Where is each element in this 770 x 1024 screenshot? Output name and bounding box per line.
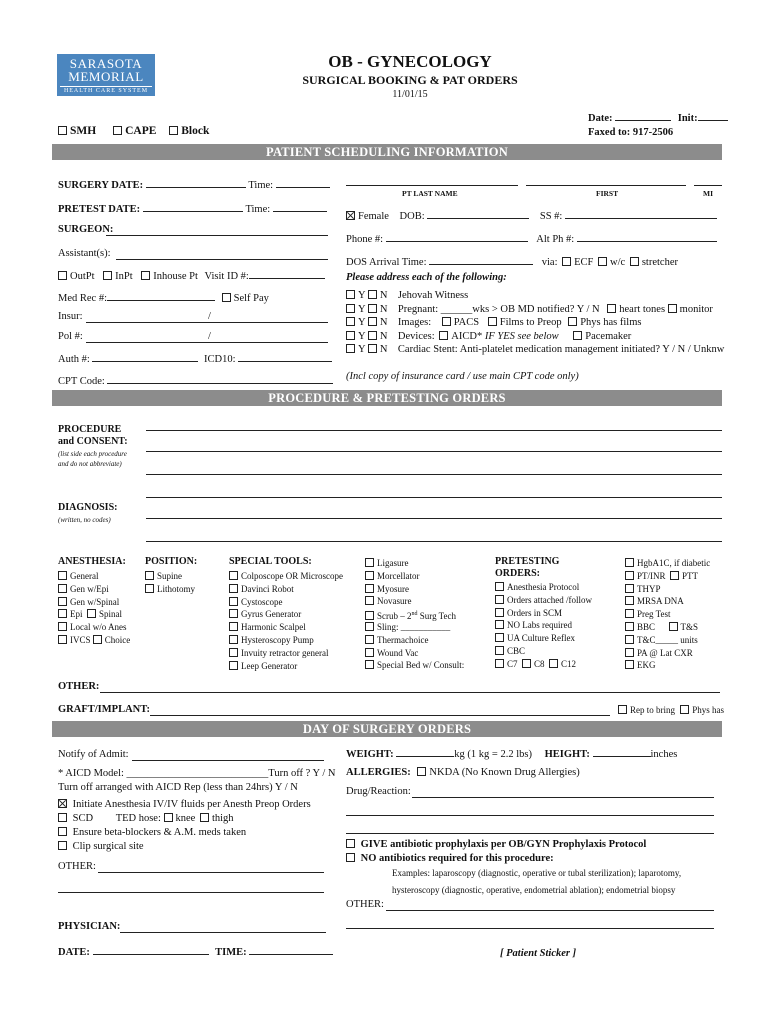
- drug-reaction-label: Drug/Reaction:: [346, 786, 411, 797]
- rep-to-bring-checkbox[interactable]: [618, 705, 627, 714]
- c8-checkbox[interactable]: [522, 659, 531, 668]
- dos-other-label: OTHER:: [58, 861, 96, 872]
- medrec-row: Med Rec #: Self Pay: [58, 290, 269, 304]
- no-labs-checkbox[interactable]: [495, 620, 504, 629]
- c12-checkbox[interactable]: [549, 659, 558, 668]
- procedure-line-4[interactable]: [146, 497, 722, 498]
- block-checkbox[interactable]: [169, 126, 178, 135]
- insur-field[interactable]: [86, 322, 328, 323]
- procedure-line-2[interactable]: [146, 451, 722, 452]
- female-dob-ss-row: Female DOB: SS #:: [346, 208, 717, 222]
- knee-checkbox[interactable]: [164, 813, 173, 822]
- cpt-row: CPT Code:: [58, 373, 333, 387]
- morcellator-checkbox[interactable]: [365, 571, 374, 580]
- films-checkbox[interactable]: [488, 317, 497, 326]
- insurance-note: (Incl copy of insurance card / use main CPT code only): [346, 371, 579, 382]
- graft-label: GRAFT/IMPLANT:: [58, 704, 150, 715]
- colposcope-checkbox[interactable]: [229, 571, 238, 580]
- assistants-label: Assistant(s):: [58, 248, 111, 259]
- selfpay-checkbox[interactable]: [222, 293, 231, 302]
- gen-spinal-checkbox[interactable]: [58, 597, 67, 606]
- position-list: Supine Lithotomy: [145, 570, 195, 596]
- phys-has-checkbox[interactable]: [680, 705, 689, 714]
- dos-checklist: Initiate Anesthesia IV/IV fluids per Anesth Preop Orders SCD TED hose: knee thigh Ensure beta-blockers & A.M. meds taken Clip surgical site: [58, 798, 311, 854]
- dos-other-field-2[interactable]: [58, 892, 324, 893]
- patient-scheduling-header: PATIENT SCHEDULING INFORMATION: [52, 144, 722, 160]
- abx-other-field-2[interactable]: [346, 928, 714, 929]
- pa-lat-checkbox[interactable]: [625, 648, 634, 657]
- pregnant-n-checkbox[interactable]: [368, 304, 377, 313]
- other-field[interactable]: [100, 692, 720, 693]
- heart-tones-checkbox[interactable]: [607, 304, 616, 313]
- jehovah-n-checkbox[interactable]: [368, 290, 377, 299]
- epi-checkbox[interactable]: [58, 609, 67, 618]
- abx-other-field[interactable]: [386, 910, 714, 911]
- ss-field[interactable]: [565, 208, 717, 219]
- harmonic-checkbox[interactable]: [229, 622, 238, 631]
- preg-test-checkbox[interactable]: [625, 609, 634, 618]
- pacs-checkbox[interactable]: [442, 317, 451, 326]
- procedure-note: (list side each procedure and do not abbreviate): [58, 450, 127, 468]
- anesthesia-list: General Gen w/Epi Gen w/Spinal Epi Spinal Local w/o Anes IVCS Choice: [58, 570, 130, 647]
- no-abx-row: NO antibiotics required for this procedure:: [346, 853, 554, 864]
- special-tools-list: Colposcope OR Microscope Davinci Robot Cystoscope Gyrus Generator Harmonic Scalpel Hysteroscopy Pump Invuity retractor general Leep Generator: [229, 570, 343, 672]
- ua-culture-checkbox[interactable]: [495, 633, 504, 642]
- myosure-checkbox[interactable]: [365, 584, 374, 593]
- hgba1c-checkbox[interactable]: [625, 558, 634, 567]
- thyp-checkbox[interactable]: [625, 584, 634, 593]
- notify-field[interactable]: [132, 760, 324, 761]
- procedure-line-3[interactable]: [146, 474, 722, 475]
- cardiac-y-checkbox[interactable]: [346, 344, 355, 353]
- ligasure-checkbox[interactable]: [365, 558, 374, 567]
- position-header: POSITION:: [145, 556, 198, 567]
- give-abx-row: GIVE antibiotic prophylaxis per OB/GYN Prophylaxis Protocol: [346, 839, 646, 850]
- date-init-row: Date: Init:: [588, 110, 728, 124]
- give-abx-checkbox[interactable]: [346, 839, 355, 848]
- visit-id-field[interactable]: [249, 268, 325, 279]
- bbc-checkbox[interactable]: [625, 622, 634, 631]
- turn-off-row: Turn off arranged with AICD Rep (less than 24hrs) Y / N: [58, 782, 298, 793]
- wc-checkbox[interactable]: [598, 257, 607, 266]
- orders-scm-checkbox[interactable]: [495, 608, 504, 617]
- scrub-checkbox[interactable]: [365, 611, 374, 620]
- auth-field[interactable]: [92, 351, 198, 362]
- cystoscope-checkbox[interactable]: [229, 597, 238, 606]
- form-title: OB - GYNECOLOGY: [328, 52, 492, 71]
- pt-inr-checkbox[interactable]: [625, 571, 634, 580]
- dos-arrival-field[interactable]: [429, 254, 533, 265]
- first-name-label: FIRST: [596, 189, 619, 198]
- sling-checkbox[interactable]: [365, 622, 374, 631]
- cape-checkbox[interactable]: [113, 126, 122, 135]
- devices-y-checkbox[interactable]: [346, 331, 355, 340]
- special-tools-header: SPECIAL TOOLS:: [229, 556, 312, 567]
- jehovah-y-checkbox[interactable]: [346, 290, 355, 299]
- diagnosis-line-1[interactable]: [146, 518, 722, 519]
- anesthesia-protocol-checkbox[interactable]: [495, 582, 504, 591]
- weight-height-row: WEIGHT: kg (1 kg = 2.2 lbs) HEIGHT: inches: [346, 746, 677, 760]
- pretest-time-field[interactable]: [273, 201, 327, 212]
- graft-options: Rep to bring Phys has: [618, 705, 724, 715]
- signature-time-field[interactable]: [249, 944, 333, 955]
- drug-reaction-field-3[interactable]: [346, 833, 714, 834]
- signature-date-row: DATE: TIME:: [58, 944, 333, 958]
- davinci-checkbox[interactable]: [229, 584, 238, 593]
- form-revision-date: 11/01/15: [392, 89, 428, 100]
- drug-reaction-field-2[interactable]: [346, 815, 714, 816]
- scd-checkbox[interactable]: [58, 813, 67, 822]
- physician-label: PHYSICIAN:: [58, 921, 121, 932]
- cardiac-n-checkbox[interactable]: [368, 344, 377, 353]
- ecf-checkbox[interactable]: [562, 257, 571, 266]
- tc-checkbox[interactable]: [625, 635, 634, 644]
- drug-reaction-field[interactable]: [412, 797, 714, 798]
- medrec-field[interactable]: [107, 290, 215, 301]
- supine-checkbox[interactable]: [145, 571, 154, 580]
- c7-checkbox[interactable]: [495, 659, 504, 668]
- pol-label: Pol #:: [58, 331, 83, 342]
- dos-arrival-row: DOS Arrival Time: via: ECF w/c stretcher: [346, 254, 678, 268]
- notify-label: Notify of Admit:: [58, 749, 129, 760]
- smh-checkbox[interactable]: [58, 126, 67, 135]
- procedure-pretesting-header: PROCEDURE & PRETESTING ORDERS: [52, 390, 722, 406]
- aicd-checkbox[interactable]: [439, 331, 448, 340]
- gen-epi-checkbox[interactable]: [58, 584, 67, 593]
- dob-field[interactable]: [427, 208, 529, 219]
- spinal-checkbox[interactable]: [87, 609, 96, 618]
- graft-field[interactable]: [150, 715, 610, 716]
- labs-list: HgbA1C, if diabetic PT/INR PTT THYP MRSA DNA Preg Test BBC T&S T&C_____ units PA @ Lat CXR EKG: [625, 557, 710, 672]
- cbc-checkbox[interactable]: [495, 646, 504, 655]
- aicd-model-row: * AICD Model: ___________________________Turn off ? Y / N: [58, 768, 336, 779]
- mrsa-checkbox[interactable]: [625, 596, 634, 605]
- ivcs-checkbox[interactable]: [58, 635, 67, 644]
- weight-field[interactable]: [396, 746, 454, 757]
- dos-other-field[interactable]: [98, 872, 324, 873]
- signature-date-field[interactable]: [93, 944, 209, 955]
- diagnosis-line-2[interactable]: [146, 541, 722, 542]
- pol-field[interactable]: [86, 342, 328, 343]
- anesthesia-header: ANESTHESIA:: [58, 556, 126, 567]
- devices-n-checkbox[interactable]: [368, 331, 377, 340]
- cpt-field[interactable]: [107, 373, 333, 384]
- examples-line-1: Examples: laparoscopy (diagnostic, operative or tubal sterilization); laparotomy,: [392, 868, 682, 878]
- ts-checkbox[interactable]: [669, 622, 678, 631]
- alt-phone-field[interactable]: [577, 231, 717, 242]
- pt-last-name-label: PT LAST NAME: [402, 189, 458, 198]
- initiate-iv-checkbox[interactable]: [58, 799, 67, 808]
- special-tools-list-2: Ligasure Morcellator Myosure Novasure Scrub – 2nd Surg Tech Sling: ___________ Thermachoice Wound Vac Special Bed w/ Consult:: [365, 557, 464, 672]
- surgery-date-field[interactable]: [146, 177, 246, 188]
- leep-checkbox[interactable]: [229, 661, 238, 670]
- phone-row: Phone #: Alt Ph #:: [346, 231, 717, 245]
- pretesting-list: Anesthesia Protocol Orders attached /follow Orders in SCM NO Labs required UA Culture Reflex CBC C7 C8 C12: [495, 581, 592, 671]
- clip-site-checkbox[interactable]: [58, 841, 67, 850]
- invuity-checkbox[interactable]: [229, 648, 238, 657]
- patient-type-row: OutPt InPt Inhouse Pt Visit ID #:: [58, 268, 325, 282]
- surgery-time-field[interactable]: [276, 177, 330, 188]
- stretcher-checkbox[interactable]: [630, 257, 639, 266]
- surgeon-field[interactable]: [106, 235, 328, 236]
- patient-sticker-label: [ Patient Sticker ]: [500, 948, 577, 959]
- novasure-checkbox[interactable]: [365, 596, 374, 605]
- gyrus-checkbox[interactable]: [229, 609, 238, 618]
- init-field[interactable]: [698, 110, 728, 121]
- allergies-row: ALLERGIES: NKDA (No Known Drug Allergies): [346, 767, 580, 778]
- thermachoice-checkbox[interactable]: [365, 635, 374, 644]
- mi-label: MI: [703, 189, 713, 198]
- yn-questions: Y N Jehovah Witness Y N Pregnant: ______wks > OB MD notified? Y / N heart tones monitor Y N Images: PACS Films to Preop Phys has films Y N Devices: AICD* IF YES see below Pacemaker Y N Cardiac Stent: Anti-platelet medication management initiated? Y / N / Unknw: [346, 289, 724, 357]
- icd10-field[interactable]: [238, 351, 332, 362]
- insur-slash: /: [208, 311, 211, 322]
- special-bed-checkbox[interactable]: [365, 660, 374, 669]
- address-instruction: Please address each of the following:: [346, 272, 507, 283]
- assistants-field[interactable]: [116, 259, 328, 260]
- height-field[interactable]: [593, 746, 651, 757]
- pretest-date-row: PRETEST DATE: Time:: [58, 201, 327, 215]
- procedure-line-1[interactable]: [146, 430, 722, 431]
- mi-field[interactable]: [694, 185, 722, 186]
- insur-label: Insur:: [58, 311, 83, 322]
- inhouse-checkbox[interactable]: [141, 271, 150, 280]
- diagnosis-label: DIAGNOSIS:: [58, 502, 118, 513]
- diagnosis-note: (written, no codes): [58, 516, 111, 524]
- phone-field[interactable]: [386, 231, 528, 242]
- orders-attached-checkbox[interactable]: [495, 595, 504, 604]
- other-label: OTHER:: [58, 681, 100, 692]
- form-subtitle: SURGICAL BOOKING & PAT ORDERS: [302, 73, 518, 87]
- procedure-label: PROCEDURE and CONSENT:: [58, 424, 128, 447]
- pol-slash: /: [208, 331, 211, 342]
- surgeon-label: SURGEON:: [58, 224, 114, 235]
- ptt-checkbox[interactable]: [670, 571, 679, 580]
- female-checkbox[interactable]: [346, 211, 355, 220]
- date-field[interactable]: [615, 110, 671, 121]
- local-checkbox[interactable]: [58, 622, 67, 631]
- monitor-checkbox[interactable]: [668, 304, 677, 313]
- no-abx-checkbox[interactable]: [346, 853, 355, 862]
- faxed-to: Faxed to: 917-2506: [588, 127, 674, 138]
- day-of-surgery-header: DAY OF SURGERY ORDERS: [52, 721, 722, 737]
- choice-checkbox[interactable]: [93, 635, 102, 644]
- outpt-checkbox[interactable]: [58, 271, 67, 280]
- auth-row: Auth #: ICD10:: [58, 351, 332, 365]
- pretesting-header: PRETESTING ORDERS:: [495, 556, 560, 579]
- ekg-checkbox[interactable]: [625, 660, 634, 669]
- nkda-checkbox[interactable]: [417, 767, 426, 776]
- images-y-checkbox[interactable]: [346, 317, 355, 326]
- images-n-checkbox[interactable]: [368, 317, 377, 326]
- general-checkbox[interactable]: [58, 571, 67, 580]
- thigh-checkbox[interactable]: [200, 813, 209, 822]
- wound-vac-checkbox[interactable]: [365, 648, 374, 657]
- pt-last-name-field[interactable]: [346, 185, 518, 186]
- examples-line-2: hysteroscopy (diagnostic, operative, endometrial ablation); endometrial biopsy: [392, 885, 676, 895]
- abx-other-label: OTHER:: [346, 899, 384, 910]
- pregnant-y-checkbox[interactable]: [346, 304, 355, 313]
- hysteroscopy-checkbox[interactable]: [229, 635, 238, 644]
- pacemaker-checkbox[interactable]: [573, 331, 582, 340]
- pretest-date-field[interactable]: [143, 201, 243, 212]
- inpt-checkbox[interactable]: [103, 271, 112, 280]
- beta-blockers-checkbox[interactable]: [58, 827, 67, 836]
- physician-field[interactable]: [120, 932, 326, 933]
- hospital-logo: SARASOTA MEMORIAL HEALTH CARE SYSTEM: [57, 54, 155, 96]
- site-selection: SMH CAPE Block: [58, 125, 209, 137]
- surgery-date-row: SURGERY DATE: Time:: [58, 177, 330, 191]
- first-name-field[interactable]: [526, 185, 686, 186]
- phys-films-checkbox[interactable]: [568, 317, 577, 326]
- lithotomy-checkbox[interactable]: [145, 584, 154, 593]
